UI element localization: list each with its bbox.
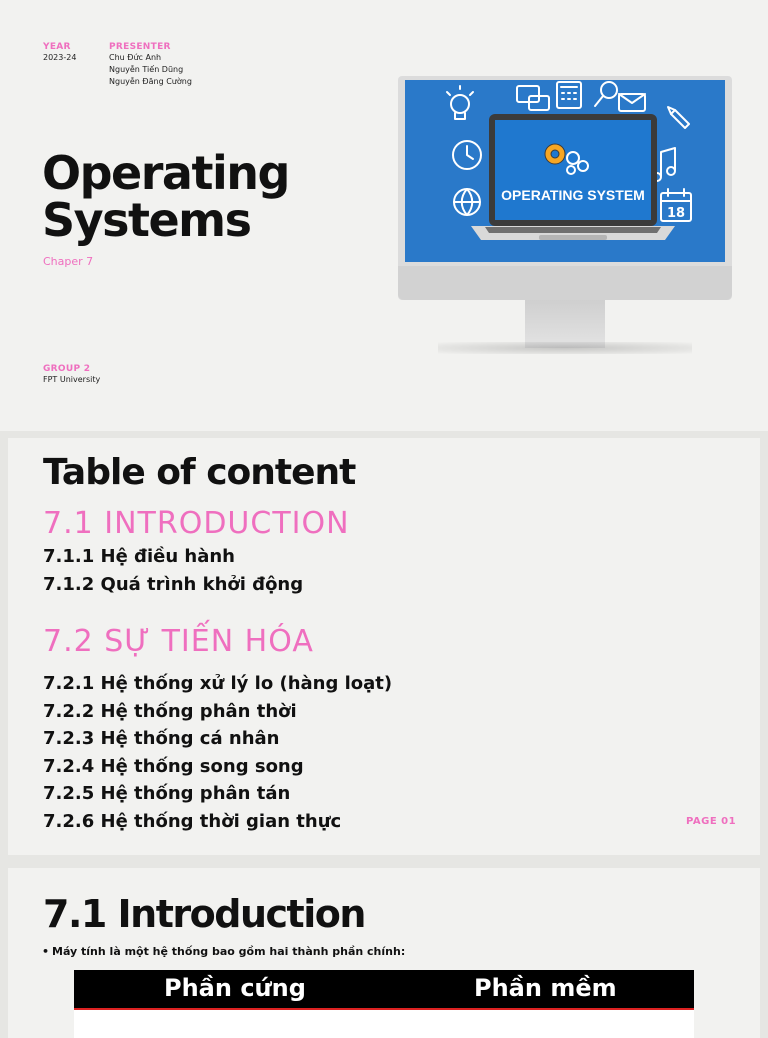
mail-icon	[619, 94, 645, 111]
clock-icon	[453, 141, 481, 169]
year-block	[43, 42, 76, 64]
intro-title: 7.1 Introduction	[43, 892, 365, 936]
toc-item: 7.2.1 Hệ thống xử lý lo (hàng loạt)	[43, 673, 393, 694]
cover-title-line2: Systems	[42, 193, 251, 247]
toc-list	[43, 670, 392, 835]
screen-title: OPERATING SYSTEM	[501, 187, 645, 203]
toc-section-heading: 7.2 SỰ TIẾN HÓA	[43, 624, 314, 659]
calendar-number: 18	[666, 206, 686, 221]
figure-divider	[74, 1008, 694, 1010]
toc-section-heading: 7.1 INTRODUCTION	[43, 506, 350, 541]
group-label: GROUP 2	[43, 364, 91, 374]
toc-item: 7.2.5 Hệ thống phân tán	[43, 783, 291, 804]
imac-screen	[405, 80, 725, 262]
toc-list	[43, 543, 303, 598]
hardware-software-figure	[74, 970, 694, 1038]
toc-item: 7.2.6 Hệ thống thời gian thực	[43, 810, 342, 832]
search-icon	[595, 82, 617, 106]
toc-item: 7.1.2 Quá trình khởi động	[43, 573, 304, 595]
imac-illustration	[398, 76, 732, 356]
laptop-icon	[471, 114, 675, 240]
cover-slide	[0, 0, 768, 431]
os-laptop-artwork	[405, 80, 725, 262]
presenter-name: Chu Đức Anh	[109, 53, 162, 62]
gear-icon	[545, 144, 565, 164]
imac-shadow	[438, 342, 692, 354]
presenter-name: Nguyễn Đăng Cường	[109, 77, 192, 86]
toc-item: 7.1.1 Hệ điều hành	[43, 546, 235, 567]
pencil-icon	[668, 107, 689, 128]
cover-subtitle: Chaper 7	[43, 255, 94, 268]
cover-title	[42, 146, 289, 247]
lightbulb-icon	[447, 86, 473, 119]
chat-icon	[517, 86, 549, 110]
software-label: Phần mềm	[474, 974, 617, 1002]
toc-slide	[8, 438, 760, 855]
globe-icon	[454, 189, 480, 215]
toc-title: Table of content	[43, 452, 356, 493]
figure-header-bar	[74, 970, 694, 1008]
toc-item: 7.2.2 Hệ thống phân thời	[43, 700, 297, 722]
group-block	[43, 364, 100, 386]
presenter-label: PRESENTER	[109, 42, 171, 52]
year-label: YEAR	[43, 42, 71, 52]
year-value: 2023-24	[43, 53, 77, 62]
calculator-icon	[557, 82, 581, 108]
intro-slide	[8, 868, 760, 1038]
intro-bullet: • Máy tính là một hệ thống bao gồm hai thành phần chính:	[52, 945, 405, 958]
imac-chin	[398, 266, 732, 300]
cover-title-line1: Operating	[42, 146, 289, 200]
page-number: PAGE 01	[686, 816, 737, 827]
toc-item: 7.2.3 Hệ thống cá nhân	[43, 728, 280, 749]
toc-item: 7.2.4 Hệ thống song song	[43, 755, 304, 777]
imac-stand	[525, 300, 605, 348]
presenter-block	[109, 42, 192, 88]
hardware-label: Phần cứng	[164, 974, 306, 1002]
organization-name: FPT University	[43, 375, 101, 384]
presenter-name: Nguyễn Tiến Dũng	[109, 65, 184, 74]
